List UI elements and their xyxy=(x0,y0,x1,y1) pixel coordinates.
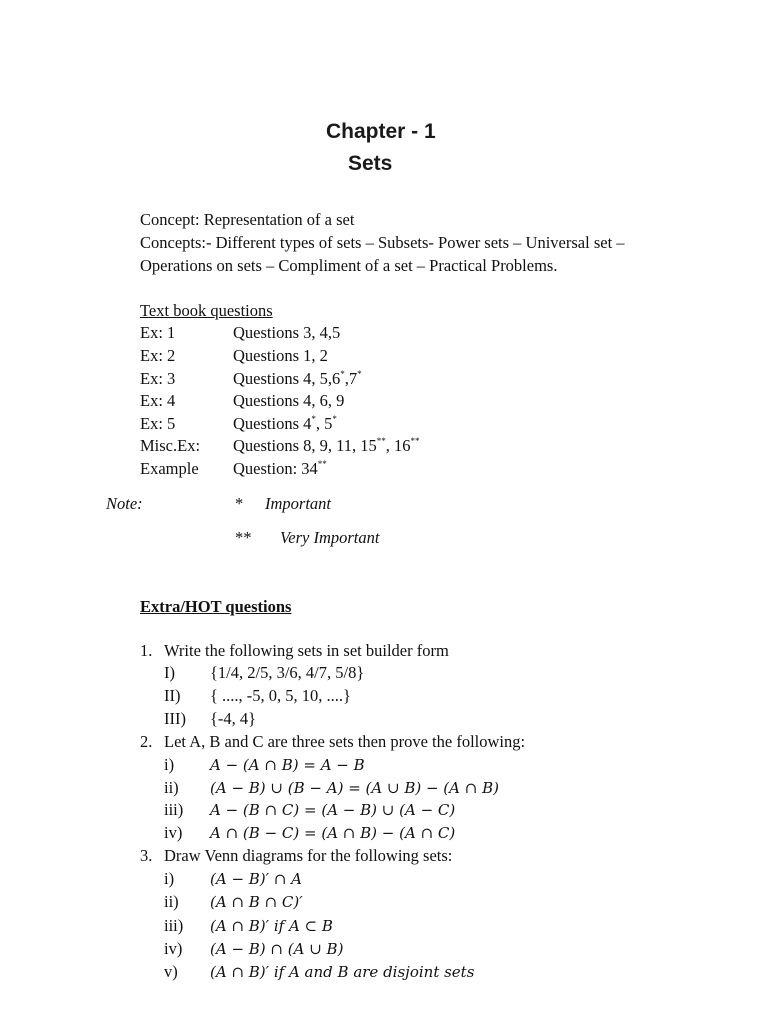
question-text: Questions 8, 9, 11, 15 xyxy=(233,436,377,455)
part-text: { ...., -5, 0, 5, 10, ....} xyxy=(210,686,351,705)
part-formula: (A ∩ B)′ if A ⊂ B xyxy=(210,917,333,935)
part-label: i) xyxy=(164,755,175,774)
part-label: I) xyxy=(164,663,175,682)
ex-questions xyxy=(233,414,337,434)
chapter-number: Chapter - 1 xyxy=(326,120,436,143)
ex-questions xyxy=(233,436,420,456)
ex-label: Ex: 4 xyxy=(140,391,176,410)
question-text: Draw Venn diagrams for the following sets: xyxy=(164,846,453,865)
part-formula: (A ∩ B ∩ C)′ xyxy=(210,893,303,911)
part-label: III) xyxy=(164,709,186,728)
ex-questions: Questions 1, 2 xyxy=(233,346,328,365)
part-label: iii) xyxy=(164,800,184,819)
part-label: v) xyxy=(164,962,178,981)
question-text: Let A, B and C are three sets then prove the following: xyxy=(164,732,526,751)
part-formula: (A − B) ∩ (A ∪ B) xyxy=(210,940,344,958)
part-formula: (A ∩ B)′ if A and B are disjoint sets xyxy=(210,963,475,981)
note-label: Note: xyxy=(106,494,143,513)
importance-mark: * xyxy=(332,414,337,424)
question-number: 1. xyxy=(140,641,153,660)
importance-mark: * xyxy=(311,414,316,424)
part-formula: A − (A ∩ B) = A − B xyxy=(210,756,365,774)
question-text: ,7 xyxy=(344,369,358,388)
concept-line: Concept: Representation of a set xyxy=(140,210,355,229)
part-formula: A ∩ (B − C) = (A ∩ B) − (A ∩ C) xyxy=(210,824,456,842)
ex-label: Ex: 1 xyxy=(140,323,176,342)
part-label: i) xyxy=(164,869,175,888)
ex-questions xyxy=(233,459,327,479)
ex-label: Misc.Ex: xyxy=(140,436,201,455)
extra-heading: Extra/HOT questions xyxy=(140,597,292,616)
part-label: iv) xyxy=(164,939,183,958)
question-text: , 5 xyxy=(315,414,333,433)
note-text: Very Important xyxy=(280,528,380,547)
part-label: iv) xyxy=(164,823,183,842)
importance-mark: ** xyxy=(376,436,386,446)
note-text: Important xyxy=(265,494,331,513)
concepts-line-cont: Operations on sets – Compliment of a set – Practical Problems. xyxy=(140,256,558,275)
part-formula: A − (B ∩ C) = (A − B) ∪ (A − C) xyxy=(210,801,456,819)
ex-label: Example xyxy=(140,459,199,478)
concepts-line: Concepts:- Different types of sets – Subsets- Power sets – Universal set – xyxy=(140,233,625,252)
question-text: Question: 34 xyxy=(233,459,318,478)
part-text: {-4, 4} xyxy=(210,709,257,728)
part-formula: (A − B) ∪ (B − A) = (A ∪ B) − (A ∩ B) xyxy=(210,779,499,797)
question-text: Questions 4 xyxy=(233,414,312,433)
ex-questions: Questions 3, 4,5 xyxy=(233,323,341,342)
part-label: iii) xyxy=(164,916,184,935)
part-label: ii) xyxy=(164,778,179,797)
part-label: II) xyxy=(164,686,181,705)
question-number: 3. xyxy=(140,846,153,865)
textbook-heading: Text book questions xyxy=(140,301,273,320)
part-formula: (A − B)′ ∩ A xyxy=(210,870,303,888)
question-text: , 16 xyxy=(385,436,411,455)
importance-mark: ** xyxy=(317,459,327,469)
question-number: 2. xyxy=(140,732,153,751)
ex-questions: Questions 4, 6, 9 xyxy=(233,391,345,410)
importance-mark: * xyxy=(340,369,345,379)
question-text: Questions 4, 5,6 xyxy=(233,369,341,388)
importance-mark: ** xyxy=(410,436,420,446)
note-symbol: ** xyxy=(235,528,252,547)
note-symbol: * xyxy=(235,494,244,513)
chapter-title: Sets xyxy=(348,152,393,175)
ex-label: Ex: 5 xyxy=(140,414,176,433)
ex-questions xyxy=(233,369,362,389)
ex-label: Ex: 3 xyxy=(140,369,176,388)
part-text: {1/4, 2/5, 3/6, 4/7, 5/8} xyxy=(210,663,365,682)
ex-label: Ex: 2 xyxy=(140,346,176,365)
question-text: Write the following sets in set builder form xyxy=(164,641,449,660)
importance-mark: * xyxy=(357,369,362,379)
part-label: ii) xyxy=(164,892,179,911)
